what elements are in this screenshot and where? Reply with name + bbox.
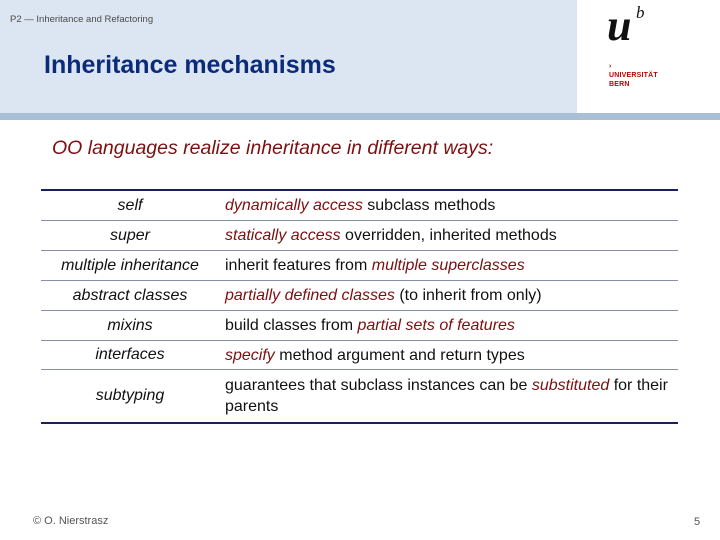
- plain-text: build classes from: [225, 317, 358, 334]
- table-row: [41, 310, 678, 340]
- mechanism-term: subtyping: [95, 387, 165, 404]
- table-row: [41, 191, 678, 220]
- table-row: [41, 280, 678, 310]
- plain-text: guarantees that subclass instances can be: [225, 377, 532, 394]
- mechanism-description: [219, 315, 678, 336]
- emphasis-text: dynamically access: [225, 197, 363, 214]
- logo-b-mark: b: [636, 3, 645, 22]
- logo-u-mark: u: [607, 1, 632, 50]
- emphasis-text: partial sets of features: [357, 317, 515, 334]
- logo-caret-icon: ›: [609, 63, 612, 70]
- mechanisms-table: [41, 189, 678, 424]
- mechanism-description: [219, 285, 678, 306]
- mechanism-term: mixins: [107, 316, 153, 334]
- emphasis-text: multiple superclasses: [371, 257, 525, 274]
- mechanism-description: [219, 345, 678, 366]
- plain-text: for their parents: [225, 377, 668, 415]
- table-row: [41, 369, 678, 422]
- emphasis-text: specify: [225, 346, 275, 364]
- breadcrumb: P2 — Inheritance and Refactoring: [10, 14, 154, 25]
- page-number: 5: [694, 516, 701, 528]
- mechanism-term: interfaces: [95, 346, 165, 363]
- intro-text: OO languages realize inheritance in different ways:: [52, 137, 494, 159]
- mechanism-term: abstract classes: [72, 286, 188, 304]
- plain-text: (to inherit from only): [394, 287, 542, 304]
- table-row: [41, 250, 678, 280]
- logo-university-text: UNIVERSITÄT: [609, 72, 658, 79]
- slide-title: Inheritance mechanisms: [44, 51, 336, 79]
- plain-text: method argument and return types: [274, 346, 525, 364]
- mechanism-description: [219, 225, 678, 246]
- mechanism-term: super: [109, 226, 151, 244]
- mechanism-description: [219, 195, 678, 216]
- logo-panel: [577, 0, 720, 113]
- emphasis-text: substituted: [531, 377, 610, 394]
- header-divider: [0, 113, 720, 120]
- mechanism-term: self: [117, 196, 143, 214]
- emphasis-text: statically access: [225, 227, 341, 244]
- table-row: [41, 340, 678, 369]
- mechanism-description: [219, 375, 678, 417]
- mechanism-description: [219, 255, 678, 276]
- plain-text: subclass methods: [362, 197, 496, 214]
- mechanism-term: multiple inheritance: [61, 256, 199, 274]
- logo-bern-text: BERN: [609, 81, 630, 88]
- plain-text: overridden, inherited methods: [340, 227, 557, 244]
- emphasis-text: partially defined classes: [225, 287, 395, 304]
- plain-text: inherit features from: [225, 257, 372, 274]
- table-row: [41, 220, 678, 250]
- copyright: © O. Nierstrasz: [33, 515, 109, 527]
